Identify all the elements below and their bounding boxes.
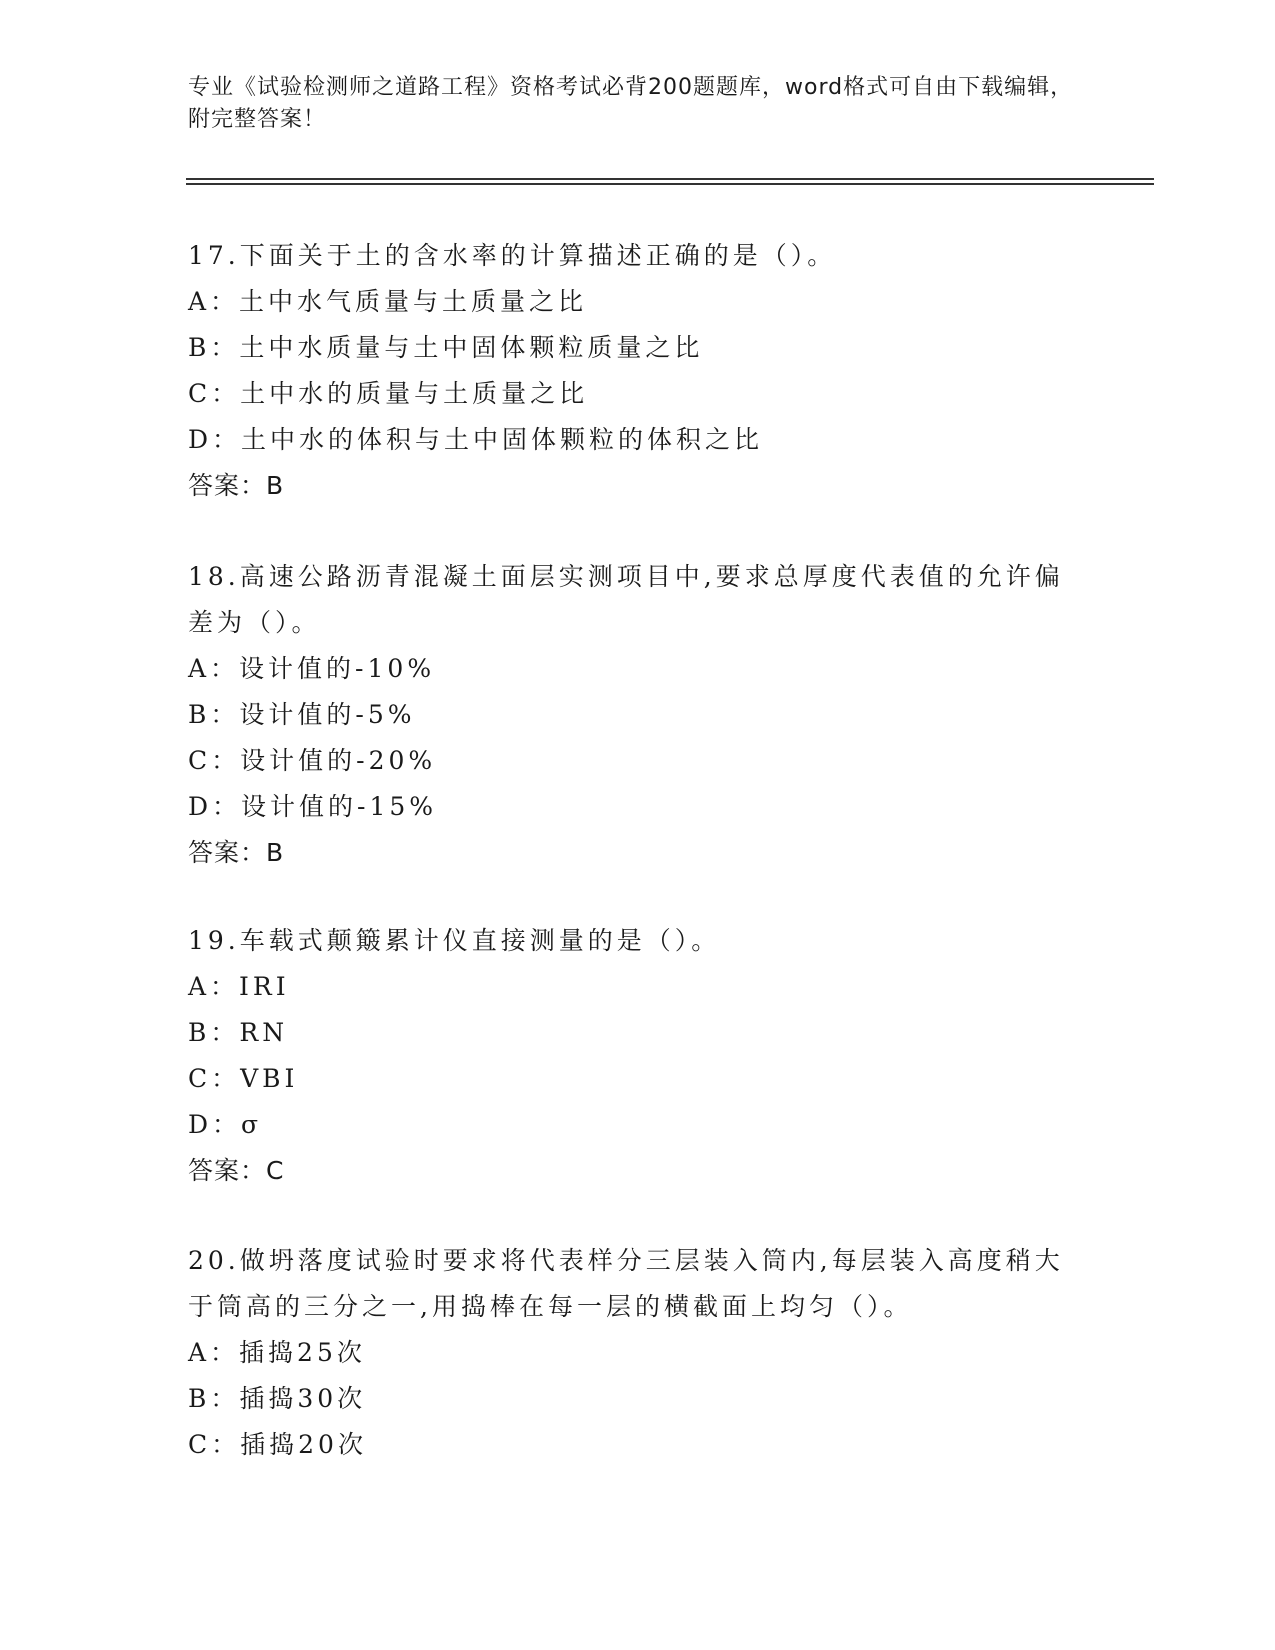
option-a: A：设计值的-10% (188, 654, 436, 683)
option-b: B：土中水质量与土中固体颗粒质量之比 (188, 333, 704, 362)
option-b: B：设计值的-5% (188, 700, 416, 729)
answer: 答案：B (188, 471, 285, 500)
option-b: B：RN (188, 1018, 289, 1047)
header-divider-bottom (186, 183, 1154, 185)
option-a: A：IRI (188, 972, 290, 1001)
header-divider-top (186, 178, 1154, 180)
option-d: D：σ (188, 1110, 263, 1139)
question-19 (188, 918, 1068, 1194)
question-text: 17.下面关于土的含水率的计算描述正确的是（）。 (188, 241, 837, 270)
question-20 (188, 1238, 1068, 1468)
question-17 (188, 233, 1068, 509)
option-c: C：VBI (188, 1064, 299, 1093)
question-text: 20.做坍落度试验时要求将代表样分三层装入筒内,每层装入高度稍大于筒高的三分之一,用捣棒在每一层的横截面上均匀（）。 (188, 1246, 1064, 1321)
answer: 答案：B (188, 838, 285, 867)
option-a: A：插捣25次 (188, 1338, 366, 1367)
header-title: 专业《试验检测师之道路工程》资格考试必背200题题库，word格式可自由下载编辑，附完整答案！ (188, 75, 1074, 132)
option-c: C：插捣20次 (188, 1430, 367, 1459)
option-c: C：土中水的质量与土质量之比 (188, 379, 589, 408)
option-d: D：设计值的-15% (188, 792, 438, 821)
question-text: 18.高速公路沥青混凝土面层实测项目中,要求总厚度代表值的允许偏差为（）。 (188, 562, 1064, 637)
document-header (188, 72, 1078, 136)
option-d: D：土中水的体积与土中固体颗粒的体积之比 (188, 425, 764, 454)
answer: 答案：C (188, 1156, 285, 1185)
question-text: 19.车载式颠簸累计仪直接测量的是（）。 (188, 926, 721, 955)
option-b: B：插捣30次 (188, 1384, 367, 1413)
option-a: A：土中水气质量与土质量之比 (188, 287, 588, 316)
option-c: C：设计值的-20% (188, 746, 437, 775)
question-18 (188, 554, 1068, 876)
